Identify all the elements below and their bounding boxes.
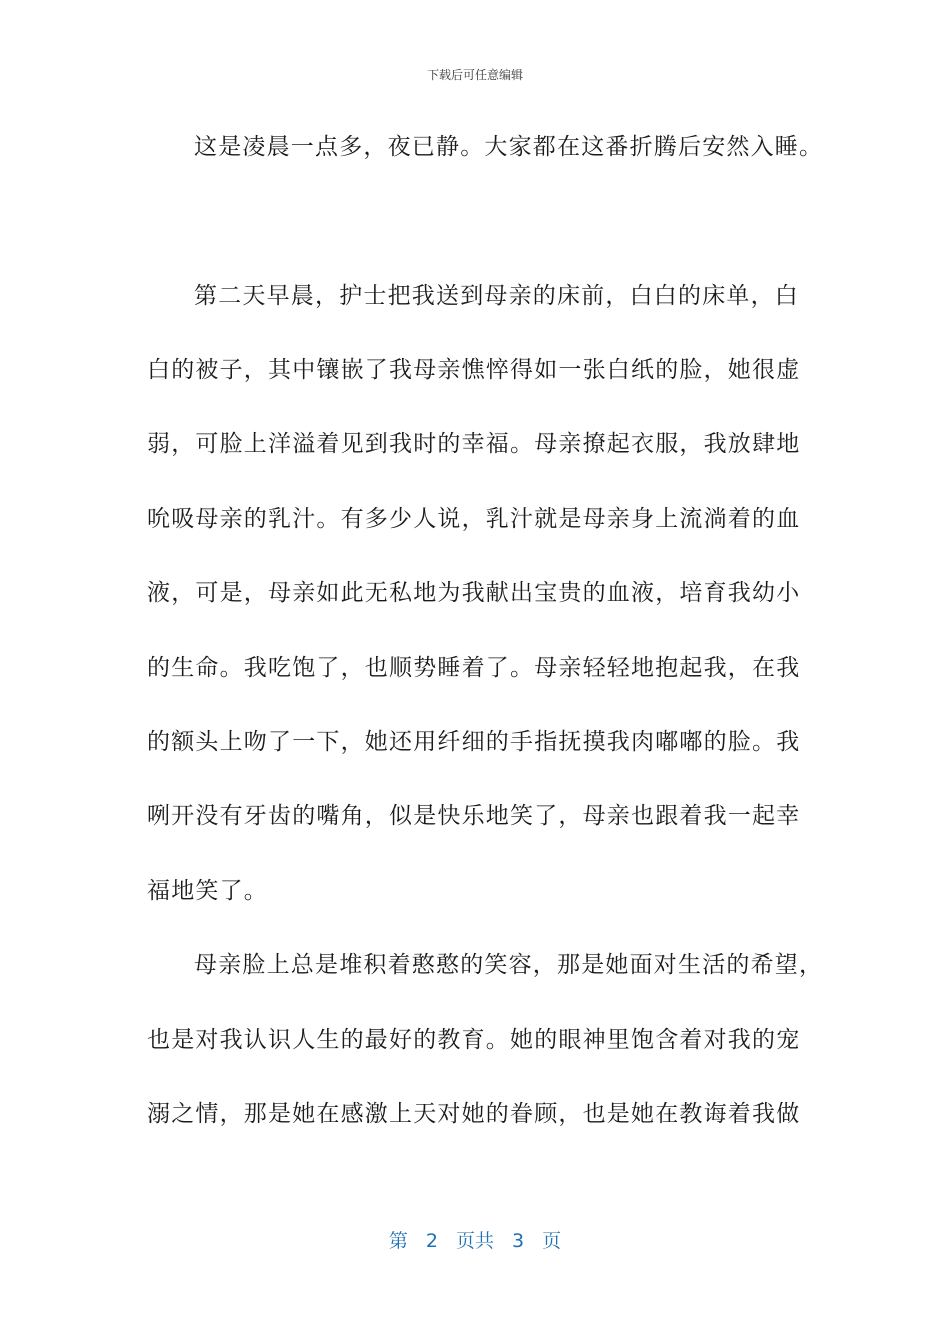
paragraph-3-line-2: 也是对我认识人生的最好的教育。她的眼神里饱含着对我的宠 (147, 1027, 801, 1053)
paragraph-2-line-1: 第二天早晨，护士把我送到母亲的床前，白白的床单，白 (194, 283, 799, 309)
paragraph-2-line-7: 的额头上吻了一下，她还用纤细的手指抚摸我肉嘟嘟的脸。我 (147, 729, 801, 755)
footer-middle: 页共 (455, 1230, 494, 1252)
paragraph-3-line-3: 溺之情，那是她在感激上天对她的眷顾，也是她在教诲着我做 (147, 1101, 801, 1127)
paragraph-2-line-3: 弱，可脸上洋溢着见到我时的幸福。母亲撩起衣服，我放肆地 (147, 431, 801, 457)
paragraph-2-line-8: 咧开没有牙齿的嘴角，似是快乐地笑了，母亲也跟着我一起幸 (147, 803, 801, 829)
paragraph-2-line-5: 液，可是，母亲如此无私地为我献出宝贵的血液，培育我幼小 (147, 580, 801, 606)
footer-suffix: 页 (542, 1230, 562, 1252)
paragraph-2-line-6: 的生命。我吃饱了，也顺势睡着了。母亲轻轻地抱起我，在我 (147, 655, 801, 681)
footer-prefix: 第 (388, 1230, 408, 1252)
paragraph-1-line-1: 这是凌晨一点多，夜已静。大家都在这番折腾后安然入睡。 (194, 134, 824, 160)
page-header-note: 下载后可任意编辑 (426, 68, 523, 82)
paragraph-2-line-2: 白的被子，其中镶嵌了我母亲憔悴得如一张白纸的脸，她很虚 (147, 357, 801, 383)
page-footer (0, 1226, 950, 1253)
footer-current-page: 2 (425, 1230, 438, 1252)
footer-total-pages: 3 (512, 1230, 525, 1252)
paragraph-2-line-9: 福地笑了。 (147, 878, 268, 904)
paragraph-3-line-1: 母亲脸上总是堆积着憨憨的笑容，那是她面对生活的希望， (194, 952, 824, 978)
paragraph-2-line-4: 吮吸母亲的乳汁。有多少人说，乳汁就是母亲身上流淌着的血 (147, 506, 801, 532)
